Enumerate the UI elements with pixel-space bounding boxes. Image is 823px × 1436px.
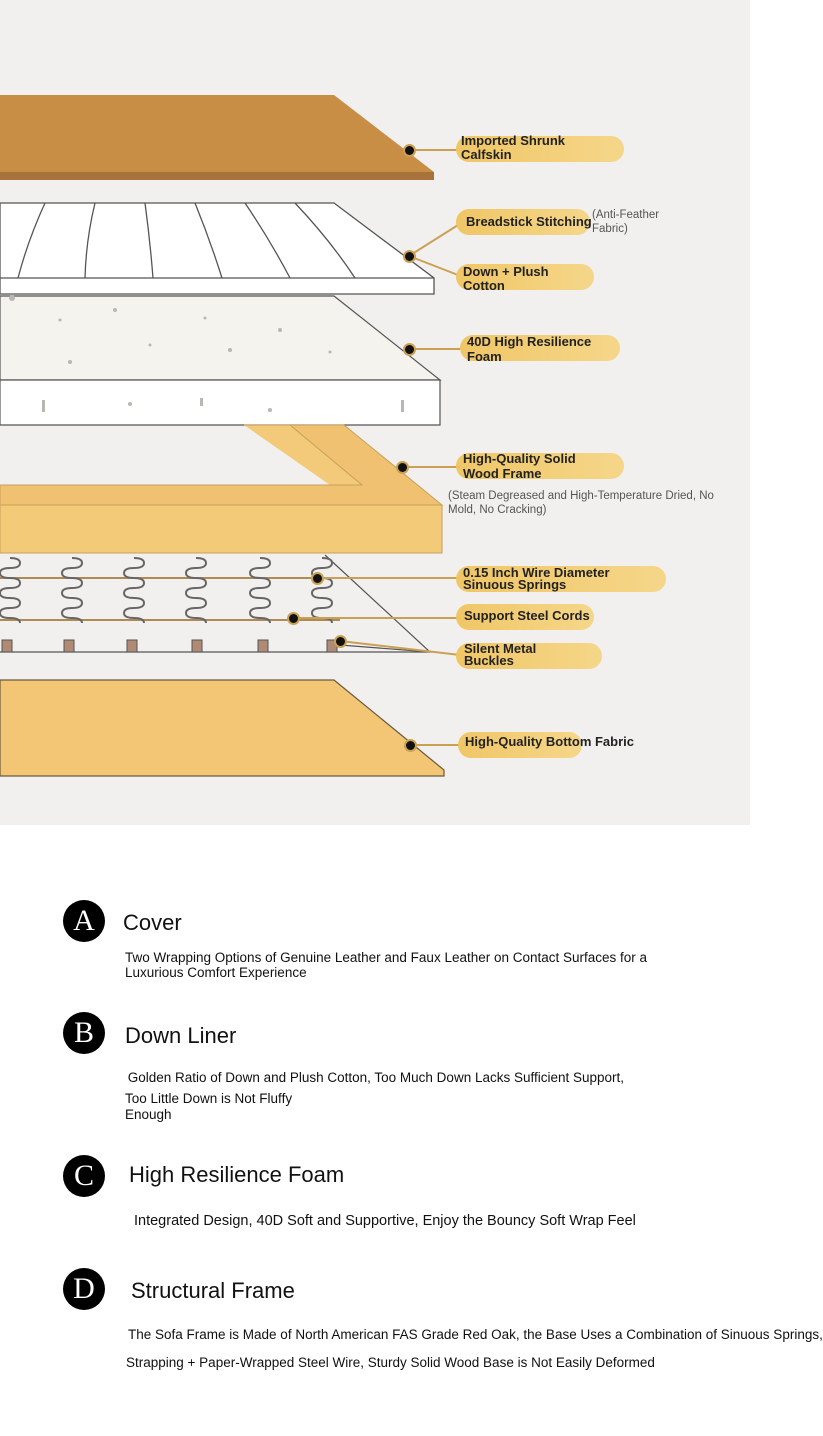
marker-down-liner	[403, 250, 416, 263]
label-stitching-note: (Anti-Feather Fabric)	[592, 209, 660, 235]
badge-d: D	[63, 1268, 105, 1310]
label-foam: 40D High Resilience Foam	[467, 334, 592, 364]
section-desc-line: Enough	[125, 1107, 172, 1122]
label-buckles: Silent Metal Buckles	[464, 641, 537, 668]
label-calfskin: Imported Shrunk Calfskin	[461, 133, 566, 162]
marker-bottom	[404, 739, 417, 752]
marker-foam	[403, 343, 416, 356]
springs-layer	[0, 555, 430, 652]
marker-springs	[311, 572, 324, 585]
foam-layer	[0, 295, 440, 425]
badge-a: A	[63, 900, 105, 942]
marker-cords	[287, 612, 300, 625]
down-liner-layer	[0, 203, 434, 294]
section-desc-line: Strapping + Paper-Wrapped Steel Wire, Sturdy Solid Wood Base is Not Easily Deformed	[126, 1355, 655, 1370]
badge-b: B	[63, 1012, 105, 1054]
label-stitching: Breadstick Stitching	[466, 214, 592, 229]
section-title: High Resilience Foam	[129, 1162, 345, 1187]
marker-buckles	[334, 635, 347, 648]
badge-c: C	[63, 1155, 105, 1197]
section-desc-line: The Sofa Frame is Made of North American FAS Grade Red Oak, the Base Uses a Combination of Sinuous Springs,	[128, 1327, 823, 1342]
section-desc-line: Golden Ratio of Down and Plush Cotton, Too Much Down Lacks Sufficient Support,	[124, 1070, 625, 1085]
label-cords: Support Steel Cords	[464, 608, 590, 623]
calfskin-layer	[0, 95, 434, 180]
label-springs: 0.15 Inch Wire Diameter Sinuous Springs	[463, 565, 610, 592]
marker-frame	[396, 461, 409, 474]
marker-calfskin	[403, 144, 416, 157]
section-desc-line: Too Little Down is Not Fluffy	[125, 1091, 293, 1106]
section-title: Structural Frame	[131, 1278, 295, 1303]
label-down: Down + Plush Cotton	[463, 264, 549, 293]
bottom-fabric-layer	[0, 680, 444, 776]
section-desc-line: Integrated Design, 40D Soft and Supportive, Enjoy the Bouncy Soft Wrap Feel	[134, 1213, 636, 1229]
label-bottom: High-Quality Bottom Fabric	[465, 734, 634, 749]
section-desc-line: Luxurious Comfort Experience	[125, 965, 307, 980]
section-title: Down Liner	[125, 1023, 237, 1048]
section-title: Cover	[123, 910, 182, 935]
wood-frame-layer	[0, 425, 442, 553]
section-desc-line: Two Wrapping Options of Genuine Leather and Faux Leather on Contact Surfaces for a	[125, 950, 648, 965]
label-frame-note: (Steam Degreased and High-Temperature Dried, No Mold, No Cracking)	[448, 490, 714, 516]
label-frame: High-Quality Solid Wood Frame	[463, 451, 576, 481]
